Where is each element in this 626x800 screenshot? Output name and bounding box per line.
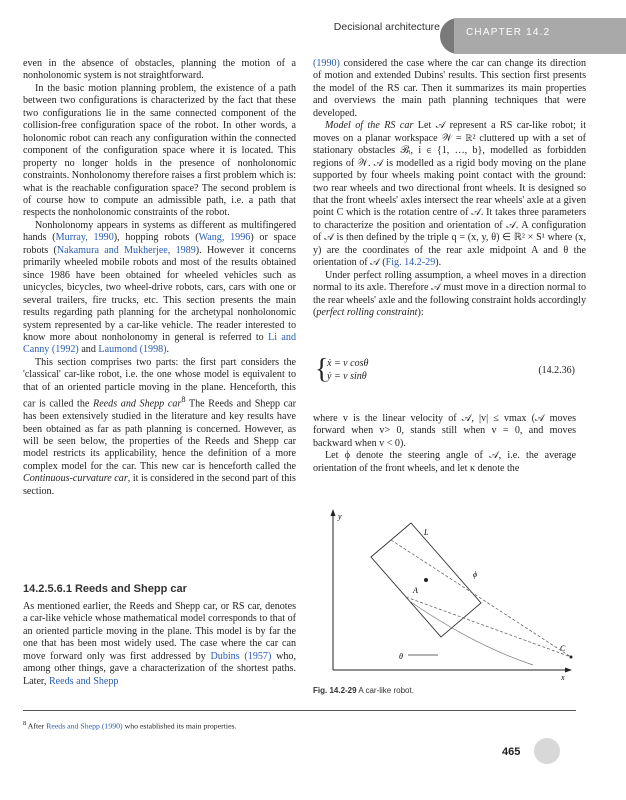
citation-link[interactable]: Nakamura and Mukherjee, 1989 bbox=[56, 244, 196, 256]
theta-label: θ bbox=[399, 652, 403, 661]
page-header bbox=[0, 0, 626, 42]
section-heading: 14.2.5.6.1 Reeds and Shepp car bbox=[23, 583, 187, 595]
paragraph: Let ϕ denote the steering angle of 𝒜, i.e. the average orientation of the front wheels, and let κ denote the bbox=[313, 450, 576, 474]
equation-number: (14.2.36) bbox=[538, 365, 575, 376]
point-a-label: A bbox=[413, 586, 418, 595]
footnote: $^8$ After Reeds and Shepp (1990) who established its main properties. bbox=[23, 720, 237, 731]
page-number-decoration bbox=[534, 738, 560, 764]
equation-brace: { bbox=[315, 354, 329, 385]
citation-link[interactable]: Murray, 1990 bbox=[55, 232, 114, 244]
paragraph: Model of the RS car Let 𝒜 represent a RS car-like robot; it moves on a planar workspace 𝒲 = ℝ² cluttered up with a set of stationary obstacles ℬᵢ, i ∈ {1, …, b}, modelled as forbidden regions of 𝒲. 𝒜 is modelled as a rigid body moving on the plane supported by four wheels making point contact with the ground: two rear wheels and two directional front wheels. It is designed so that the front wheels' axles intersect the rear wheels' axle at a given point C which is the rotation centre of 𝒜. It takes three parameters to characterize the position and orientation of 𝒜. A configuration of 𝒜 is then defined by the triple q = (x, y, θ) ∈ ℝ² × S¹ where (x, y) are the coordinates of the rear axle midpoint A and θ the orientation of 𝒜 (Fig. 14.2-29). bbox=[313, 120, 586, 269]
citation-link[interactable]: Dubins (1957) bbox=[210, 650, 272, 662]
equation-line: ẏ = v sinθ bbox=[327, 371, 367, 382]
citation-link[interactable]: Reeds and Shepp (1990) bbox=[46, 721, 123, 731]
citation-link[interactable]: Laumond (1998) bbox=[98, 344, 167, 356]
citation-link[interactable]: Wang, 1996 bbox=[198, 232, 251, 244]
y-axis-label: y bbox=[338, 512, 342, 521]
point-c-marker bbox=[570, 656, 573, 659]
right-column-continued bbox=[313, 413, 576, 475]
paragraph: Under perfect rolling assumption, a wheel moves in a direction normal to its axle. Therefore 𝒜 must move in a direction normal to the rear wheels' axle and the following constraint holds accordingly (perfect rolling constraint): bbox=[313, 269, 586, 319]
x-axis-arrow bbox=[565, 668, 572, 673]
rear-axle-line bbox=[406, 597, 571, 657]
citation-link[interactable]: Li and Canny (1992) bbox=[23, 331, 296, 356]
figure-caption: Fig. 14.2-29 A car-like robot. bbox=[313, 686, 414, 695]
page-number: 465 bbox=[502, 746, 521, 758]
paragraph: even in the absence of obstacles, planning the motion of a nonholonomic system is not straightforward. bbox=[23, 58, 296, 82]
point-a-marker bbox=[424, 578, 428, 582]
y-axis-arrow bbox=[331, 509, 336, 516]
citation-link[interactable]: Reeds and Shepp bbox=[48, 675, 119, 687]
steering-angle-label: ϕ bbox=[473, 570, 478, 579]
length-label: L bbox=[424, 528, 429, 537]
footnote-marker[interactable]: 8 bbox=[181, 395, 186, 405]
equation-14-2-36 bbox=[313, 356, 575, 384]
equation-line: ẋ = v cosθ bbox=[327, 358, 369, 369]
car-like-robot-figure bbox=[313, 505, 575, 680]
left-column bbox=[23, 58, 296, 498]
paragraph: In the basic motion planning problem, the existence of a path between two configurations is characterized by the fact that these two configurations lie in the same connected component of the collision-free configuration space of the robot. In other words, a holonomic robot can reach any configuration within the connected component of the configuration space where it is located. This property no longer holds in the presence of nonholonomic constraints. Nonholonomy therefore raises a first problem which is: what is the reachable configuration space? The second problem is of course how to compute an admissible path, i.e. a path that respects the nonholonomic constraints of the robot. bbox=[23, 82, 296, 219]
right-column bbox=[313, 58, 586, 320]
left-column-section: As mentioned earlier, the Reeds and Shepp car, or RS car, denotes a car-like vehicle whose mathematical model corresponds to that of an oriented particle moving in the plane. This model is by far the one that has been most widely used. The case where the car can move forward only was first addressed by Dubins (1957) who, among other things, gave a characterization of the shortest paths. Later, Reeds and Shepp bbox=[23, 601, 296, 687]
paragraph: where v is the linear velocity of 𝒜, |v| ≤ vmax (𝒜 moves forward when v> 0, stands still when v = 0, and moves backward when v < 0). bbox=[313, 413, 576, 449]
point-c-label: C bbox=[560, 644, 566, 653]
citation-link[interactable]: (1990) bbox=[313, 58, 340, 69]
paragraph: Nonholonomy appears in systems as different as multifingered hands (Murray, 1990), hopping robots (Wang, 1996) or space robots (Nakamura and Mukherjee, 1989). However it concerns primarily wheeled mobile robots and most of the results obtained since 1986 have been obtained for wheeled vehicles such as unicycles, bicycles, two wheel-drive robots, cars, cars with one or several trailers, fire trucks, etc. This section presents the main results regarding path planning for the archetypal nonholonomic system represented by a car-like vehicle. The reader interested to know more about nonholonomy in general is referred to Li and Canny (1992) and Laumond (1998). bbox=[23, 219, 297, 356]
running-title: Decisional architecture bbox=[333, 21, 440, 33]
paragraph: (1990) considered the case where the car can change its direction of motion and extended Dubins' results. This section first presents the model of the RS car. Then it summarizes its main properties and overviews the main path planning techniques that were developed. bbox=[313, 58, 586, 119]
x-axis-label: x bbox=[561, 673, 565, 680]
paragraph: This section comprises two parts: the first part considers the 'classical' car-like robot, i.e. the one whose model is equivalent to that of an oriented particle moving in the plane. Henceforth, this car is called the Reeds and Shepp car$^8$ The Reeds and Shepp car has been extensively studied in the literature and key results have been obtained as far as path planning is concerned. However, as will be seen below, the properties of the Reeds and Shepp car model restricts its applicability, hence the definition of a more complex model for the car. This new car is henceforth called the Continuous-curvature car, it is considered in the second part of this section. bbox=[23, 356, 297, 497]
chapter-label: CHAPTER 14.2 bbox=[466, 27, 551, 38]
page-number-block bbox=[502, 738, 560, 766]
figure-link[interactable]: Fig. 14.2-29 bbox=[385, 257, 436, 269]
front-axle-line bbox=[391, 540, 571, 657]
footnote-rule bbox=[23, 710, 576, 711]
